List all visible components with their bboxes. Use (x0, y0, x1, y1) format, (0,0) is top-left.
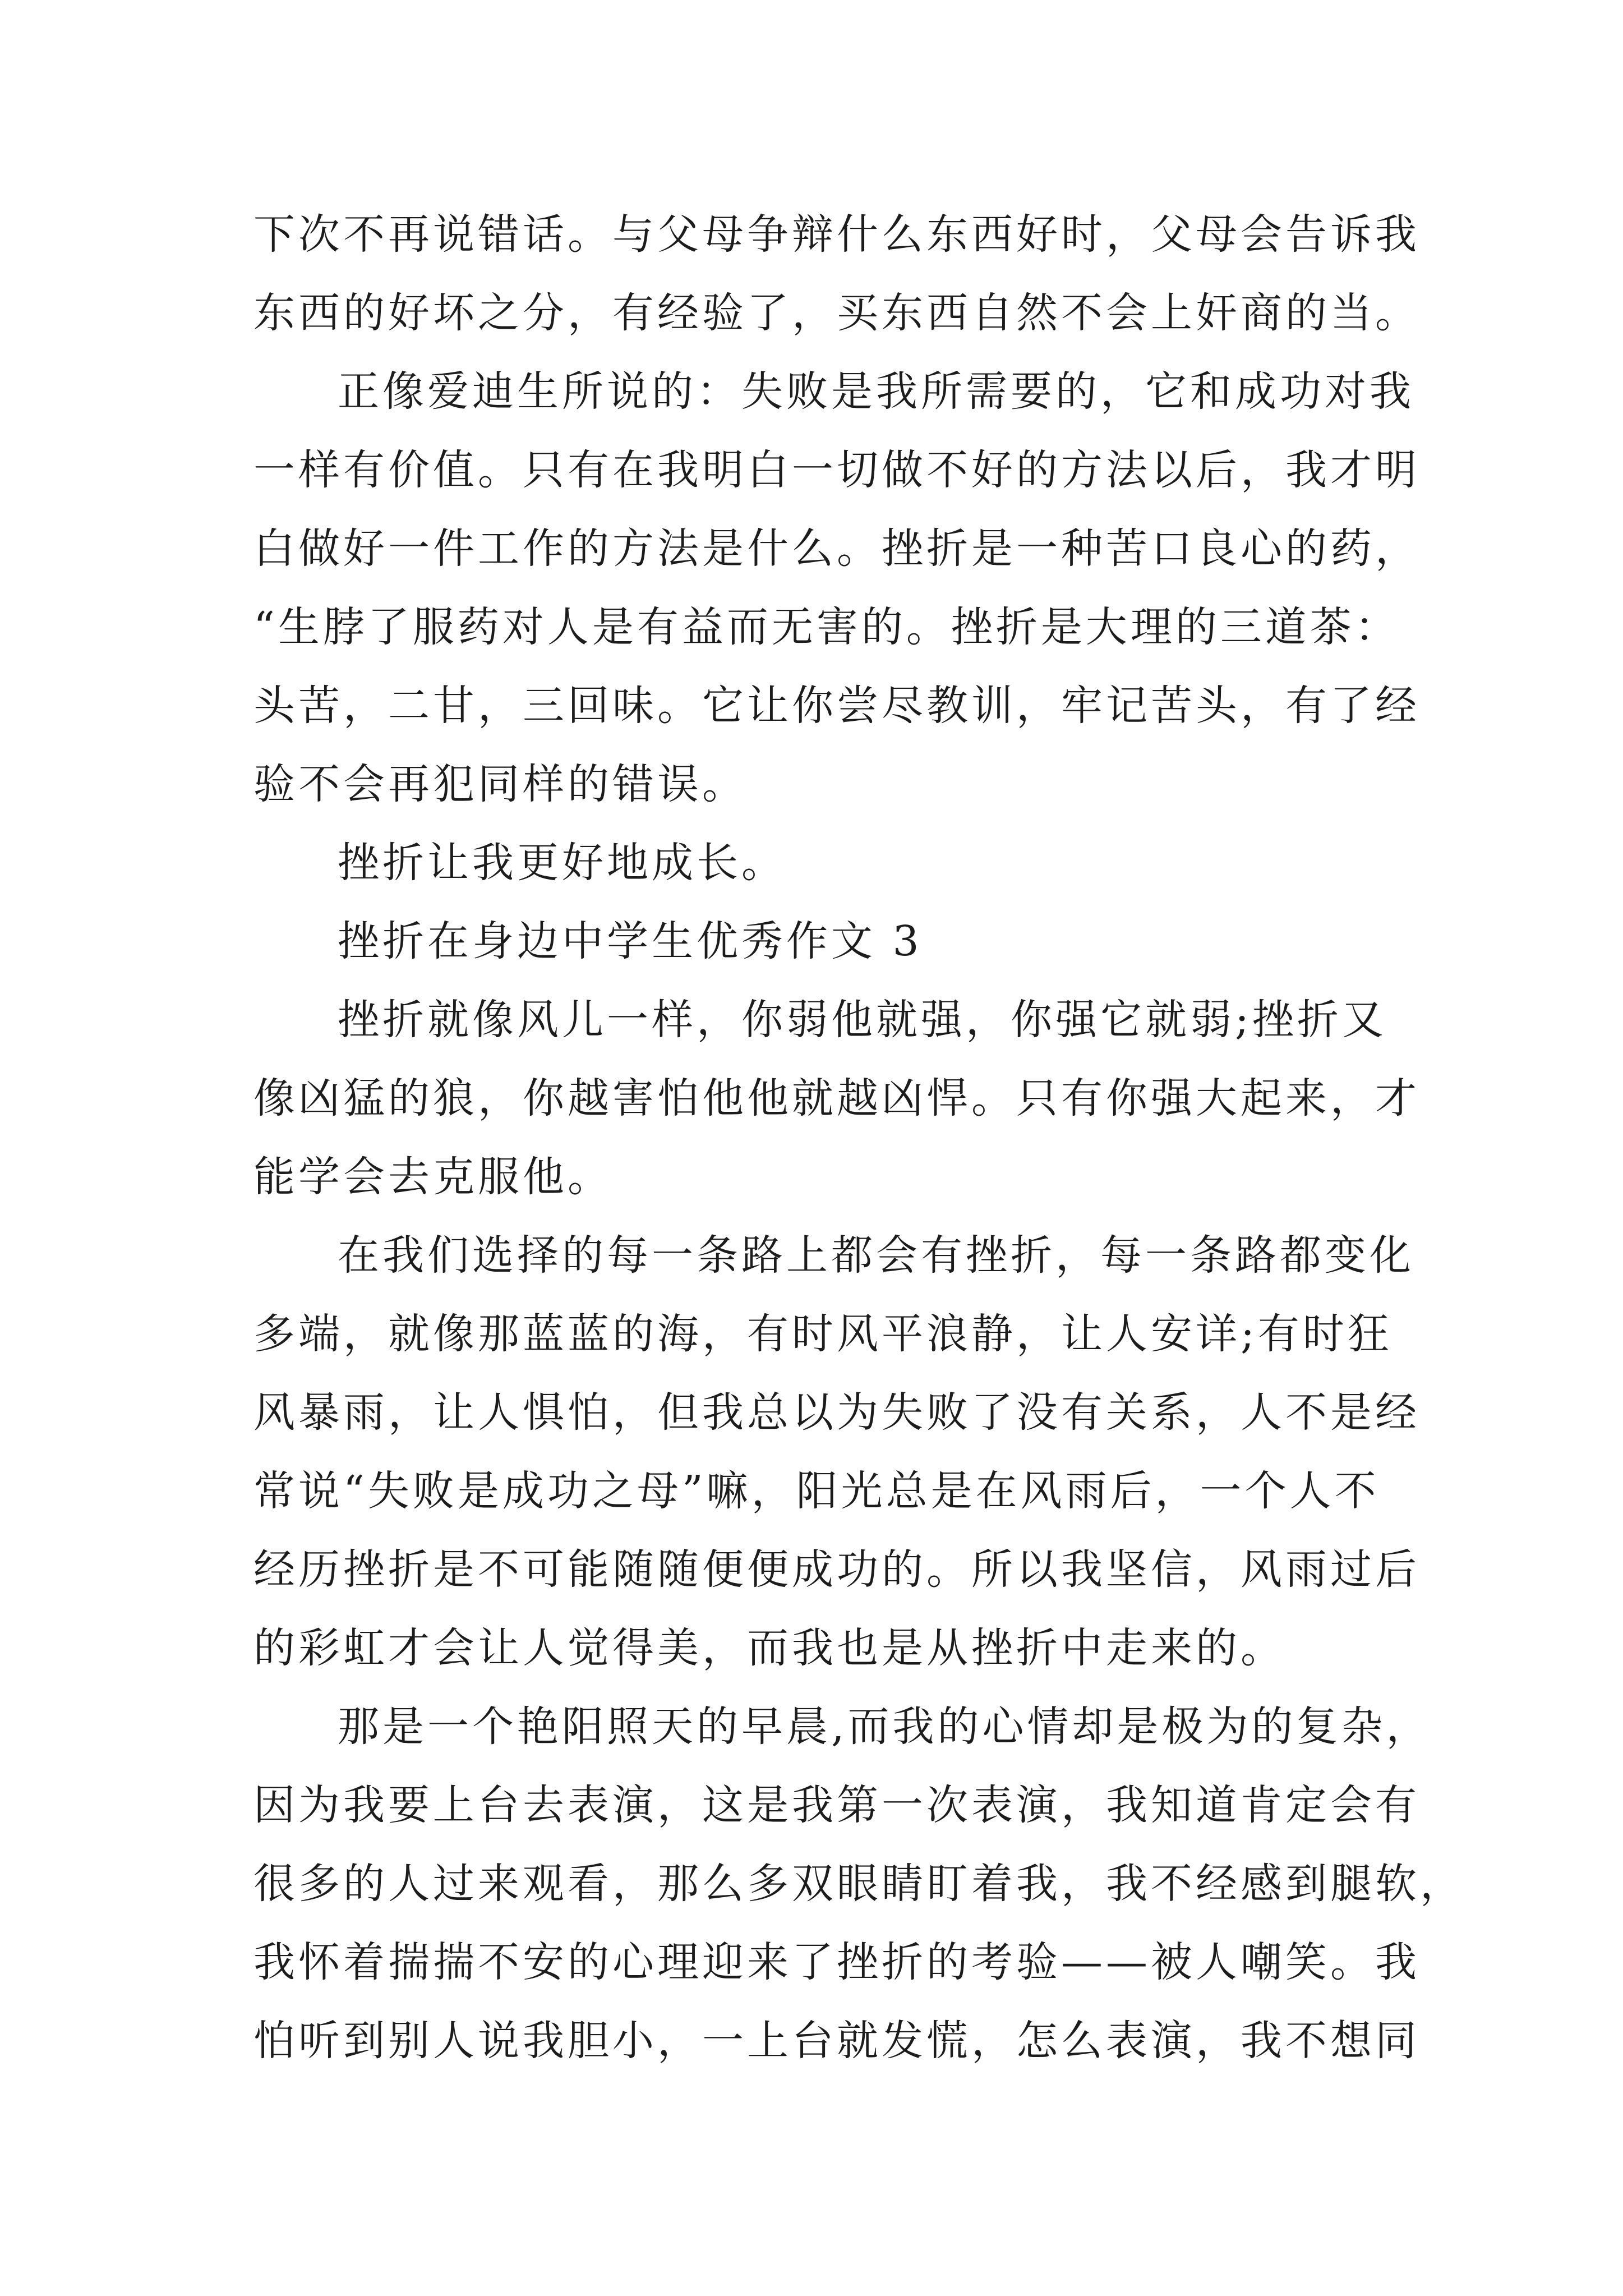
text-line: 头苦，二甘，三回味。它让你尝尽教训，牢记苦头，有了经 (253, 682, 1420, 730)
paragraph-first-line: 正像爱迪生所说的：失败是我所需要的，它和成功对我 (338, 367, 1414, 416)
paragraph-first-line: 那是一个艳阳照天的早晨,而我的心情却是极为的复杂， (338, 1703, 1431, 1751)
text-line: 经历挫折是不可能随随便便成功的。所以我坚信，风雨过后 (253, 1545, 1420, 1594)
paragraph-first-line: 挫折让我更好地成长。 (338, 839, 786, 887)
text-line: 多端，就像那蓝蓝的海，有时风平浪静，让人安详;有时狂 (253, 1310, 1393, 1358)
text-line: 验不会再犯同样的错误。 (253, 760, 747, 808)
paragraph-first-line: 挫折就像风儿一样，你弱他就强，你强它就弱;挫折又 (338, 996, 1387, 1044)
text-line: 的彩虹才会让人觉得美，而我也是从挫折中走来的。 (253, 1624, 1285, 1672)
text-line: “生脖了服药对人是有益而无害的。挫折是大理的三道茶： (253, 603, 1400, 651)
text-line: 因为我要上台去表演，这是我第一次表演，我知道肯定会有 (253, 1781, 1420, 1829)
text-line: 风暴雨，让人惧怕，但我总以为失败了没有关系，人不是经 (253, 1388, 1420, 1437)
section-heading: 挫折在身边中学生优秀作文 3 (338, 917, 923, 965)
text-line: 常说“失败是成功之母”嘛，阳光总是在风雨后，一个人不 (253, 1467, 1380, 1515)
text-line: 白做好一件工作的方法是什么。挫折是一种苦口良心的药， (253, 524, 1420, 573)
text-line: 能学会去克服他。 (253, 1153, 612, 1201)
text-line: 下次不再说错话。与父母争辩什么东西好时，父母会告诉我 (253, 210, 1420, 259)
text-line: 东西的好坏之分，有经验了，买东西自然不会上奸商的当。 (253, 289, 1420, 337)
text-line: 很多的人过来观看，那么多双眼睛盯着我，我不经感到腿软， (253, 1860, 1465, 1908)
text-line: 一样有价值。只有在我明白一切做不好的方法以后，我才明 (253, 446, 1420, 494)
text-line: 像凶猛的狼，你越害怕他他就越凶悍。只有你强大起来，才 (253, 1074, 1420, 1122)
paragraph-first-line: 在我们选择的每一条路上都会有挫折，每一条路都变化 (338, 1231, 1414, 1280)
text-line: 我怀着揣揣不安的心理迎来了挫折的考验——被人嘲笑。我 (253, 1938, 1420, 1986)
text-line: 怕听到别人说我胆小，一上台就发慌，怎么表演，我不想同 (253, 2017, 1420, 2065)
